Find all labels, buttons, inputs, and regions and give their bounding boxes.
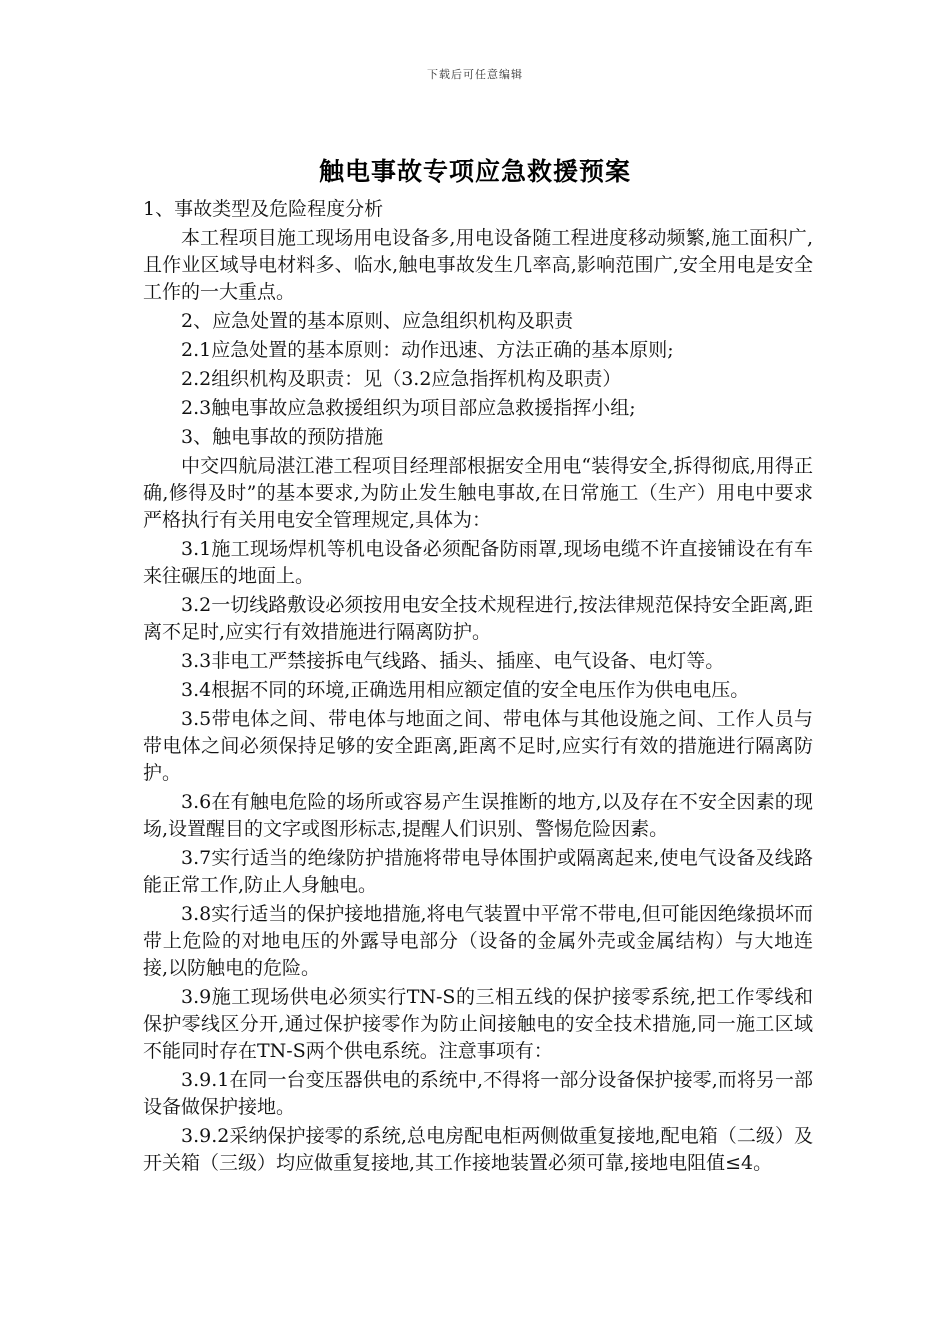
paragraph: 3.1施工现场焊机等机电设备必须配备防雨罩,现场电缆不许直接铺设在有车来往碾压的地面上。 xyxy=(143,538,813,587)
paragraph: 3.8实行适当的保护接地措施,将电气装置中平常不带电,但可能因绝缘损坏而带上危险的对地电压的外露导电部分（设备的金属外壳或金属结构）与大地连接,以防触电的危险。 xyxy=(143,903,813,979)
paragraph: 3.9.2采纳保护接零的系统,总电房配电柜两侧做重复接地,配电箱（二级）及开关箱（三级）均应做重复接地,其工作接地装置必须可靠,接地电阻值≤4。 xyxy=(143,1125,813,1174)
paragraph: 3.2一切线路敷设必须按用电安全技术规程进行,按法律规范保持安全距离,距离不足时,应实行有效措施进行隔离防护。 xyxy=(143,594,813,643)
paragraph: 2.3触电事故应急救援组织为项目部应急救援指挥小组; xyxy=(181,397,636,419)
paragraph: 3.4根据不同的环境,正确选用相应额定值的安全电压作为供电电压。 xyxy=(181,679,750,701)
paragraph: 3.5带电体之间、带电体与地面之间、带电体与其他设施之间、工作人员与带电体之间必须保持足够的安全距离,距离不足时,应实行有效的措施进行隔离防护。 xyxy=(143,708,813,784)
paragraph: 本工程项目施工现场用电设备多,用电设备随工程进度移动频繁,施工面积广,且作业区域导电材料多、临水,触电事故发生几率高,影响范围广,安全用电是安全工作的一大重点。 xyxy=(143,227,813,303)
paragraph: 2.1应急处置的基本原则：动作迅速、方法正确的基本原则; xyxy=(181,339,674,361)
section-heading-3: 3、触电事故的预防措施 xyxy=(181,426,384,448)
paragraph: 3.9.1在同一台变压器供电的系统中,不得将一部分设备保护接零,而将另一部设备做保护接地。 xyxy=(143,1069,813,1118)
paragraph: 3.3非电工严禁接拆电气线路、插头、插座、电气设备、电灯等。 xyxy=(181,650,725,672)
section-heading-2: 2、应急处置的基本原则、应急组织机构及职责 xyxy=(181,310,574,332)
document-body xyxy=(143,196,813,1179)
paragraph: 中交四航局湛江港工程项目经理部根据安全用电“装得安全,拆得彻底,用得正确,修得及时”的基本要求,为防止发生触电事故,在日常施工（生产）用电中要求严格执行有关用电安全管理规定,具体为： xyxy=(143,455,813,531)
paragraph: 2.2组织机构及职责：见（3.2应急指挥机构及职责） xyxy=(181,368,622,390)
header-note: 下载后可任意编辑 xyxy=(427,68,523,81)
paragraph: 3.9施工现场供电必须实行TN-S的三相五线的保护接零系统,把工作零线和保护零线区分开,通过保护接零作为防止间接触电的安全技术措施,同一施工区域不能同时存在TN-S两个供电系统。注意事项有： xyxy=(143,986,813,1062)
paragraph: 3.7实行适当的绝缘防护措施将带电导体围护或隔离起来,使电气设备及线路能正常工作,防止人身触电。 xyxy=(143,847,813,896)
document-title: 触电事故专项应急救援预案 xyxy=(318,157,631,186)
paragraph: 3.6在有触电危险的场所或容易产生误推断的地方,以及存在不安全因素的现场,设置醒目的文字或图形标志,提醒人们识别、警惕危险因素。 xyxy=(143,791,813,840)
section-heading-1: 1、事故类型及危险程度分析 xyxy=(143,198,384,220)
